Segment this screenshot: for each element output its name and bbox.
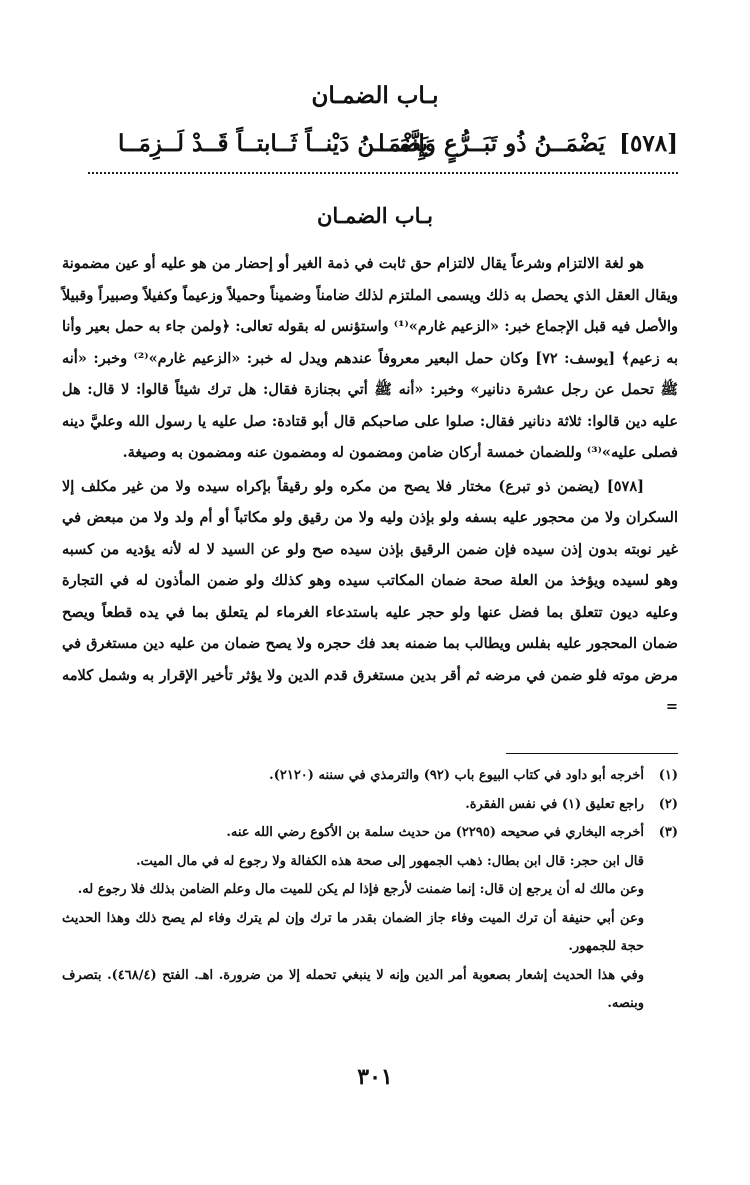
- page-number: ٣٠١: [357, 1064, 393, 1090]
- verse-line: [118, 130, 678, 164]
- footnote-number: (٣): [658, 825, 678, 840]
- chapter-title: بـاب الضمـان: [311, 82, 439, 109]
- footnote: [62, 762, 678, 791]
- dotted-divider: [88, 172, 678, 174]
- verse-second-hemistich: يَضْمَــنُ دَيْنــاً ثَــابتــاً قَــدْ لَــزِمَــا: [118, 130, 428, 157]
- footnotes: [62, 762, 678, 1019]
- commentary-paragraph: [٥٧٨] (يضمن ذو تبرع) مختار فلا يصح من مكره ولو رقيقاً بإكراه سيده ولا من غير مكلف إلا السكران ولا من محجور عليه بسفه ولو بإذن وليه ولا من رقيق ولو مكاتباً أو أم ولد ولا من مبعض في غير نوبته بدون إذن سيده فإن ضمن الرقيق بإذن سيده صح ولو عن السيد لا له لأنه يؤديه من كسبه وهو لسيده ويؤخذ من العلة صحة ضمان المكاتب سيده وهو كذلك ولو ضمن المأذون له في التجارة وعليه ديون تتعلق بما فضل عنها ولو حجر عليه باستدعاء الغرماء لم يتعلق بما في يده قطعاً ويصح ضمان المحجور عليه بفلس ويطالب بما ضمنه بعد فك حجره ولا يصح ضمان من عليه دين مستغرق في مرض موته فلو ضمن في مرضه ثم أقر بدين مستغرق قدم الدين ولا يؤثر تأخير الإقرار به وشمل كلامه =: [62, 477, 678, 715]
- footnote-continuation: وعن مالك له أن يرجع إن قال: إنما ضمنت لأرجع فإذا لم يكن للميت مال وعلم الضامن بذلك فلا رجوع له.: [77, 882, 644, 897]
- footnote: [62, 791, 678, 820]
- footnote-continuation: وعن أبي حنيفة أن ترك الميت وفاء جاز الضمان بقدر ما ترك وإن لم يترك وفاء لم يصح ذلك وهذا الحديث حجة للجمهور.: [62, 910, 644, 954]
- footnote-text: راجع تعليق (١) في نفس الفقرة.: [465, 796, 644, 812]
- footnote-number: (١): [658, 768, 678, 783]
- footnote-text: أخرجه أبو داود في كتاب البيوع باب (٩٢) والترمذي في سننه (٢١٢٠).: [269, 768, 644, 783]
- verse-first-hemistich-text: يَضْمَــنُ ذُو تَبَــرُّعٍ وَإِنَّمَــا: [378, 130, 606, 157]
- footnote-text: أخرجه البخاري في صحيحه (٢٢٩٥) من حديث سلمة بن الأكوع رضي الله عنه.: [226, 825, 644, 840]
- footnote-number: (٢): [658, 796, 678, 812]
- verse-number: [٥٧٨]: [619, 130, 678, 157]
- footnote-rule: [506, 753, 678, 754]
- footnote-continuation: قال ابن حجر: قال ابن بطال: ذهب الجمهور إلى صحة هذه الكفالة ولا رجوع له في مال الميت.: [136, 853, 644, 869]
- footnote-continuation: وفي هذا الحديث إشعار بصعوبة أمر الدين وإنه لا ينبغي تحمله إلا من ضرورة. اهـ. الفتح (٤٦٨/٤). بتصرف وبنصه.: [62, 967, 644, 1011]
- commentary-body: [62, 248, 678, 723]
- commentary-paragraph: هو لغة الالتزام وشرعاً يقال لالتزام حق ثابت في ذمة الغير أو إحضار من هو عليه أو عين مضمونة ويقال العقل الذي يحصل به ذلك ويسمى الملتزم لذلك ضامناً وضميناً وحميلاً وزعيماً وكفيلاً وصبيراً وقبيلاً والأصل فيه قبل الإجماع خبر: «الزعيم غارم»⁽¹⁾ واستؤنس له بقوله تعالى: ﴿ولمن جاء به حمل بعير وأنا به زعيم﴾ [يوسف: ٧٢] وكان حمل البعير معروفاً عندهم ويدل له خبر: «الزعيم غارم»⁽²⁾ وخبر: «أنه ﷺ تحمل عن رجل عشرة دنانير» وخبر: «أنه ﷺ أتي بجنازة فقال: هل ترك شيئاً قالوا: لا قال: هل عليه دين قالوا: ثلاثة دنانير فقال: صلوا على صاحبكم قال أبو قتادة: صل عليه يا رسول الله وعليَّ دينه فصلى عليه»⁽³⁾ وللضمان خمسة أركان ضامن ومضمون له ومضمون عنه ومضمون به وصيغة.: [62, 255, 679, 461]
- section-title: بـاب الضمـان: [316, 203, 434, 228]
- footnote: [62, 819, 678, 848]
